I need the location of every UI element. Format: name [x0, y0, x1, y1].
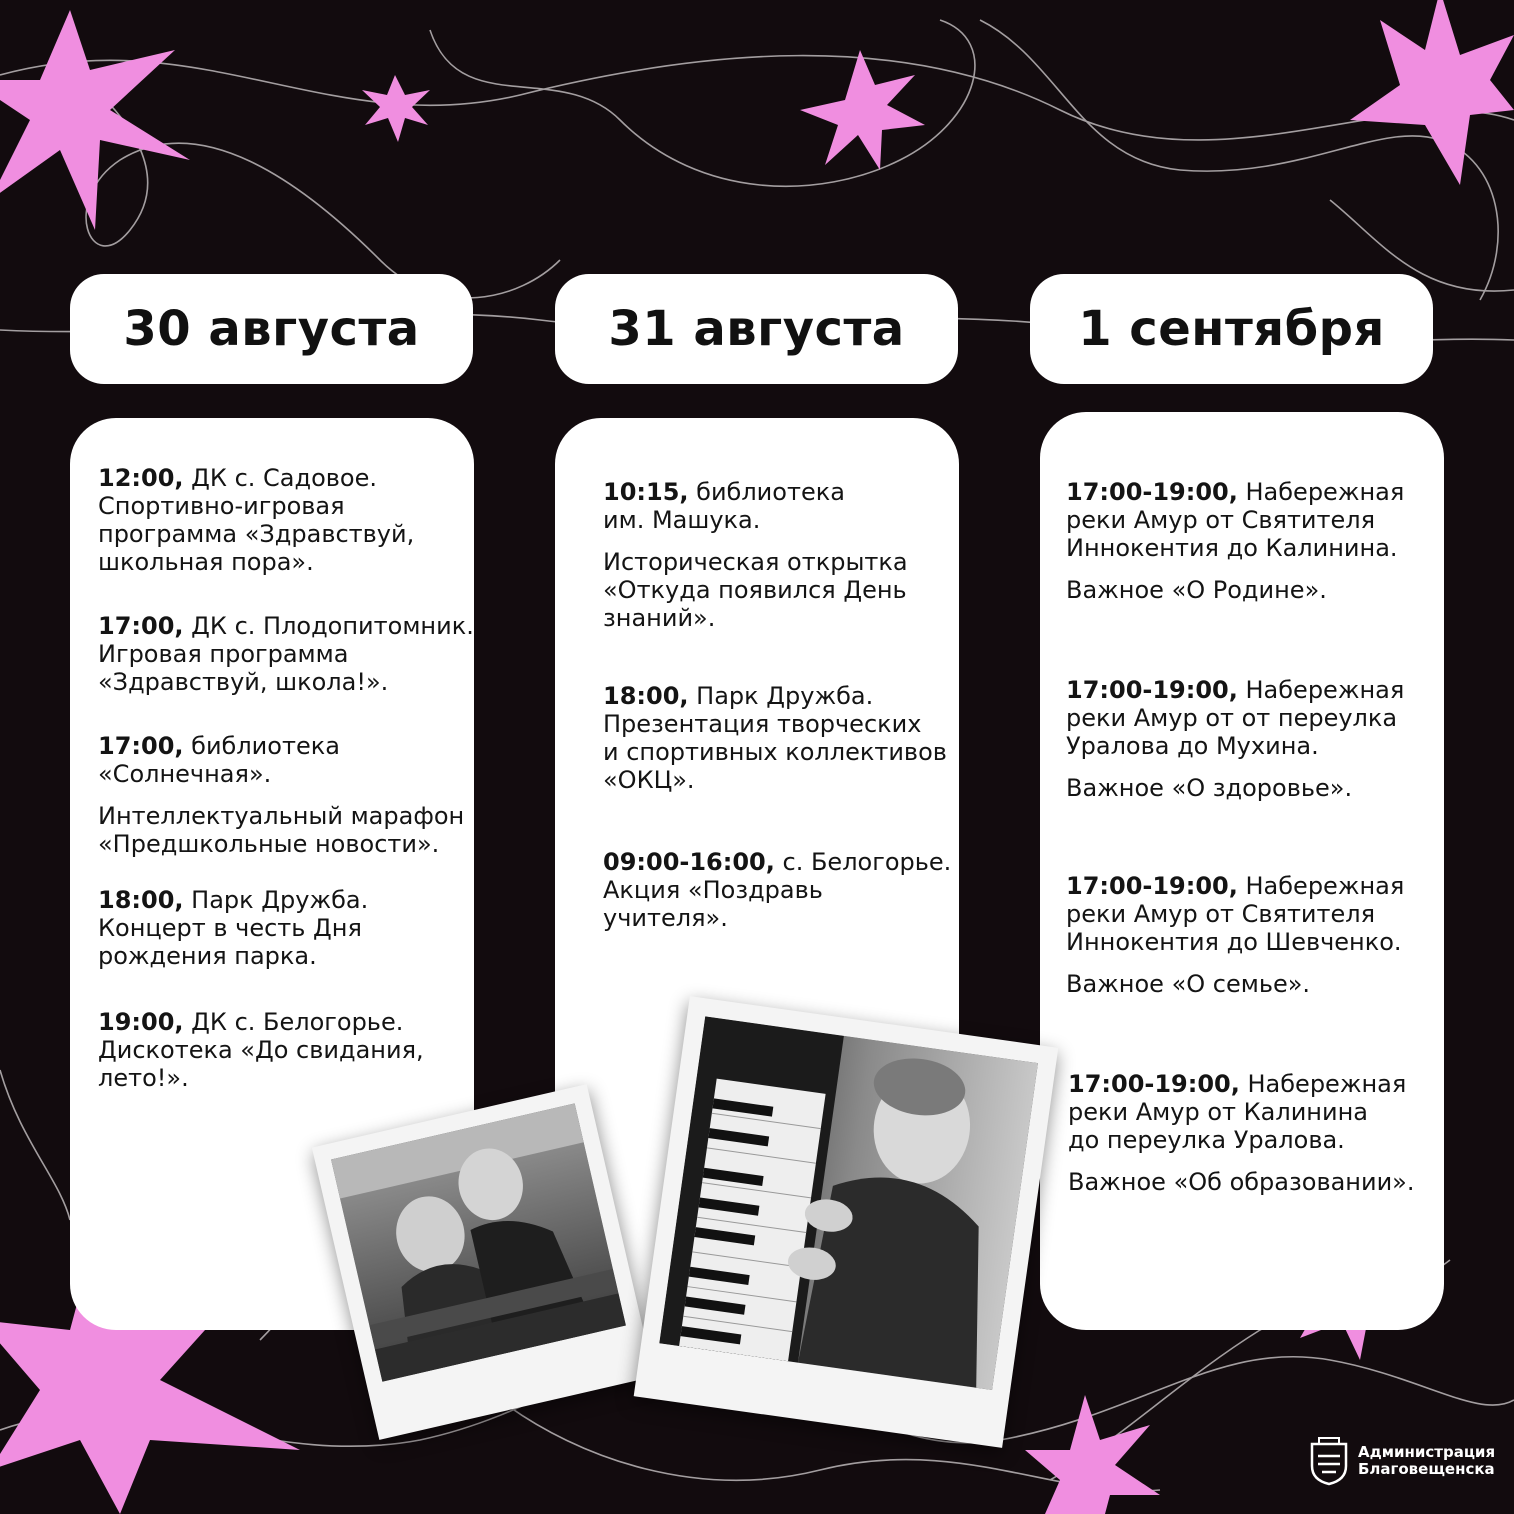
event-text: «Предшкольные новости». — [98, 830, 440, 858]
event-text: Уралова до Мухина. — [1066, 732, 1319, 760]
date-header-label: 31 августа — [608, 301, 905, 357]
star-icon — [1025, 1395, 1160, 1514]
event-text: Спортивно-игровая — [98, 492, 345, 520]
logo-line1: Администрация — [1358, 1443, 1496, 1461]
event-text: Концерт в честь Дня — [98, 914, 362, 942]
event-time: 12:00, — [98, 464, 184, 492]
event-time: 19:00, — [98, 1008, 184, 1036]
date-header-label: 1 сентября — [1078, 301, 1385, 357]
event-item — [98, 886, 368, 970]
event-time: 18:00, — [98, 886, 184, 914]
event-item — [603, 682, 947, 794]
event-note: Важное «О Родине». — [1066, 576, 1327, 604]
event-time: 10:15, — [603, 478, 689, 506]
event-item — [98, 732, 464, 858]
event-text: лето!». — [98, 1064, 189, 1092]
event-place: Парк Дружба. — [688, 682, 874, 710]
event-note: Важное «О семье». — [1066, 970, 1311, 998]
event-time: 18:00, — [603, 682, 689, 710]
administration-logo — [1308, 1436, 1495, 1486]
event-text: школьная пора». — [98, 548, 314, 576]
event-item — [1066, 872, 1404, 998]
event-item — [1066, 478, 1404, 604]
event-item — [98, 1008, 424, 1092]
event-item — [98, 464, 414, 576]
event-item — [603, 478, 908, 632]
event-time: 17:00-19:00, — [1066, 478, 1238, 506]
star-icon — [1350, 0, 1514, 185]
event-place: Набережная — [1237, 676, 1405, 704]
event-text: учителя». — [603, 904, 728, 932]
star-icon — [800, 50, 925, 170]
date-header-label: 30 августа — [123, 301, 420, 357]
event-text: Дискотека «До свидания, — [98, 1036, 424, 1064]
event-place: Набережная — [1239, 1070, 1407, 1098]
date-header-aug30 — [70, 274, 473, 384]
event-time: 17:00-19:00, — [1066, 872, 1238, 900]
event-time: 17:00, — [98, 612, 184, 640]
event-time: 09:00-16:00, — [603, 848, 775, 876]
star-icon — [362, 75, 430, 142]
event-place: Набережная — [1237, 872, 1405, 900]
event-item — [603, 848, 951, 932]
event-text: реки Амур от Святителя — [1066, 900, 1376, 928]
event-place: ДК с. Белогорье. — [183, 1008, 404, 1036]
event-time: 17:00-19:00, — [1068, 1070, 1240, 1098]
event-place: библиотека — [688, 478, 845, 506]
event-item — [1068, 1070, 1415, 1196]
event-text: «ОКЦ». — [603, 766, 695, 794]
event-time: 17:00, — [98, 732, 184, 760]
event-place: с. Белогорье. — [774, 848, 952, 876]
event-text: Презентация творческих — [603, 710, 922, 738]
event-item — [1066, 676, 1404, 802]
logo-line2: Благовещенска — [1358, 1460, 1495, 1478]
event-text: реки Амур от от переулка — [1066, 704, 1398, 732]
child-piano-photo — [634, 996, 1059, 1448]
star-icon — [0, 10, 190, 230]
event-note: Важное «О здоровье». — [1066, 774, 1353, 802]
event-place: библиотека — [183, 732, 340, 760]
event-text: «Здравствуй, школа!». — [98, 668, 389, 696]
event-item — [98, 612, 474, 696]
event-text: до переулка Уралова. — [1068, 1126, 1345, 1154]
event-text: Иннокентия до Калинина. — [1066, 534, 1398, 562]
city-crest-icon — [1308, 1436, 1350, 1486]
event-text: Иннокентия до Шевченко. — [1066, 928, 1402, 956]
event-text: реки Амур от Калинина — [1068, 1098, 1368, 1126]
event-text: Игровая программа — [98, 640, 349, 668]
event-text: Акция «Поздравь — [603, 876, 823, 904]
event-note: Важное «Об образовании». — [1068, 1168, 1415, 1196]
event-text: реки Амур от Святителя — [1066, 506, 1376, 534]
event-text: «Солнечная». — [98, 760, 272, 788]
event-text: знаний». — [603, 604, 716, 632]
date-header-aug31 — [555, 274, 958, 384]
event-text: «Откуда появился День — [603, 576, 907, 604]
event-time: 17:00-19:00, — [1066, 676, 1238, 704]
date-header-sep1 — [1030, 274, 1433, 384]
event-text: и спортивных коллективов — [603, 738, 947, 766]
event-text: рождения парка. — [98, 942, 317, 970]
event-place: ДК с. Садовое. — [183, 464, 377, 492]
event-place: ДК с. Плодопитомник. — [183, 612, 474, 640]
event-text: Интеллектуальный марафон — [98, 802, 465, 830]
event-text: Историческая открытка — [603, 548, 908, 576]
event-text: программа «Здравствуй, — [98, 520, 415, 548]
event-text: им. Машука. — [603, 506, 761, 534]
event-place: Набережная — [1237, 478, 1405, 506]
event-place: Парк Дружба. — [183, 886, 369, 914]
